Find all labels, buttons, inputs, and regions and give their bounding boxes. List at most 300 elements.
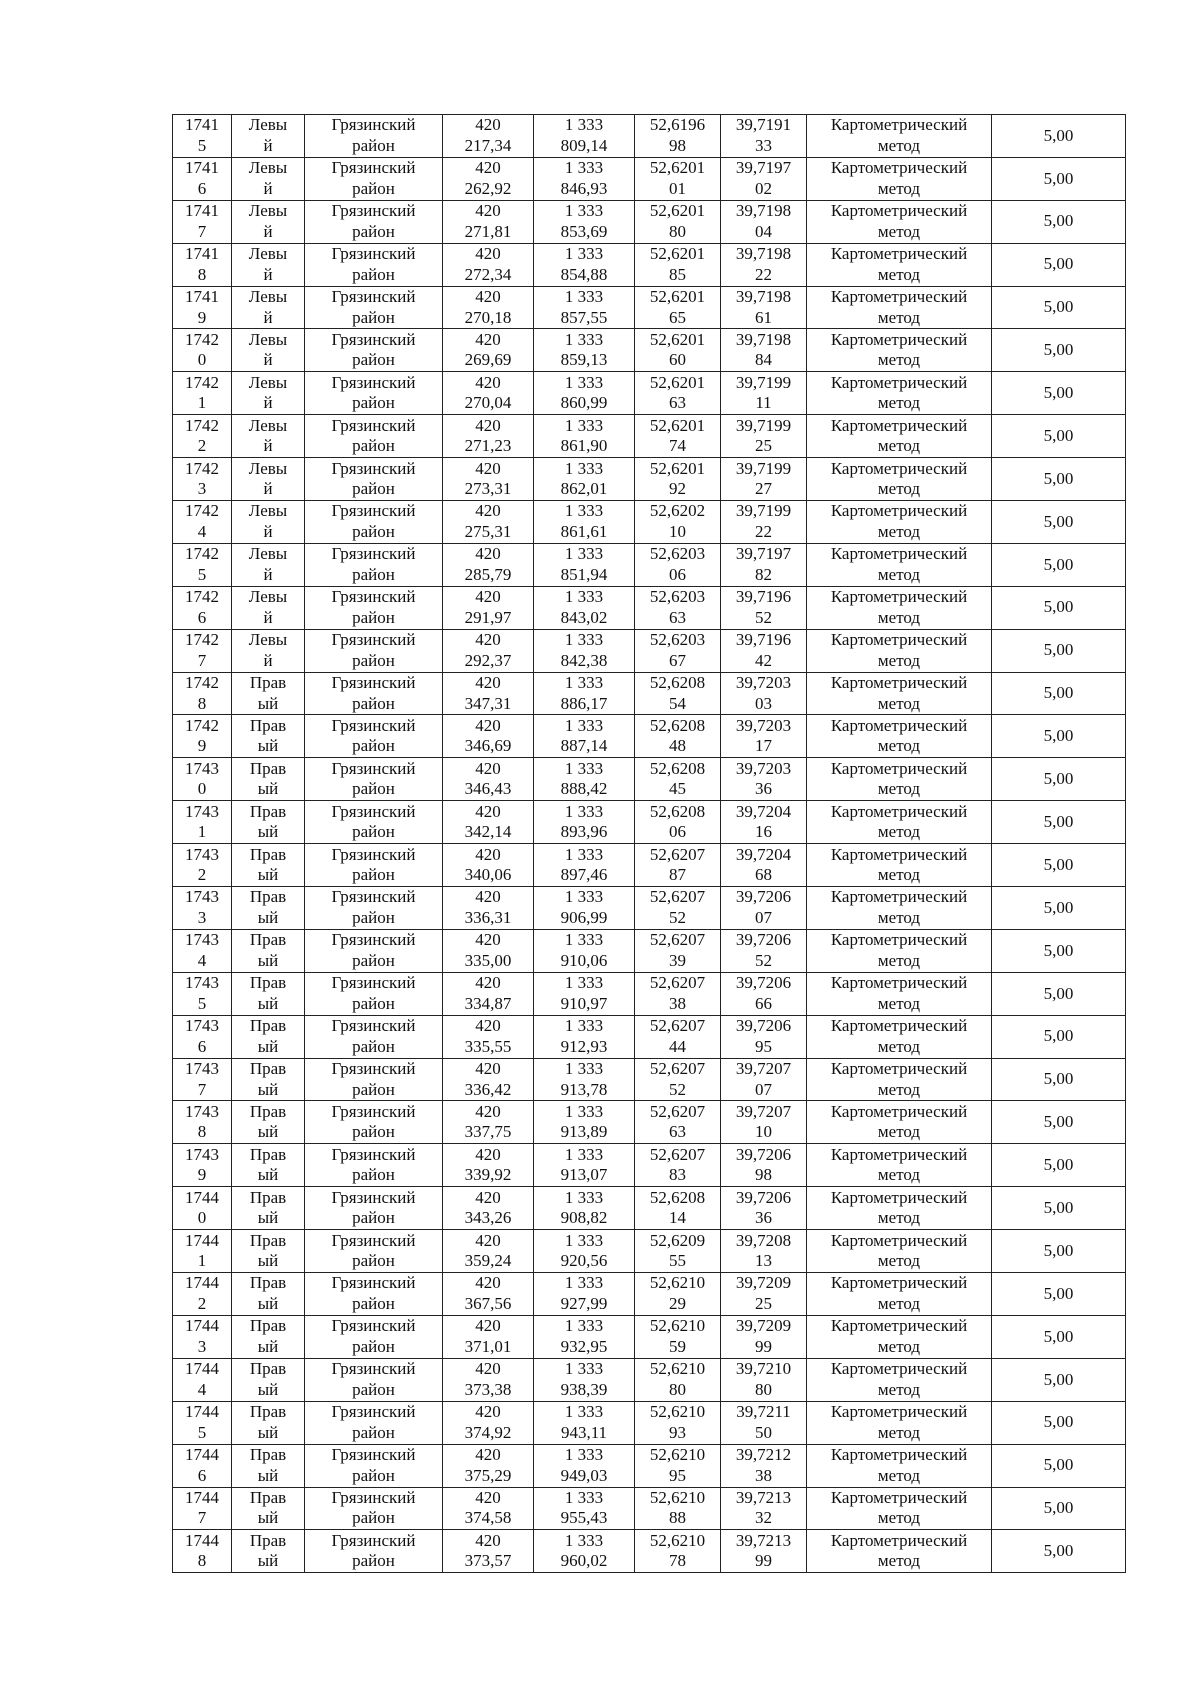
longitude-cell <box>721 372 807 415</box>
table-row <box>173 1230 1126 1273</box>
coord-x-cell <box>443 715 534 758</box>
table-row <box>173 672 1126 715</box>
coord-x-line: 420 <box>475 1144 501 1164</box>
method-line: Картометрический <box>830 1230 968 1250</box>
point-number-line: 8 <box>197 1551 207 1571</box>
method-cell <box>807 586 992 629</box>
point-number-line: 5 <box>197 1422 207 1442</box>
coord-y-cell <box>534 115 635 158</box>
method-line: метод <box>877 736 921 756</box>
table-row <box>173 543 1126 586</box>
coord-y-line: 1 333 <box>564 244 604 264</box>
coord-x-cell <box>443 115 534 158</box>
method-line: Картометрический <box>830 844 968 864</box>
longitude-line: 39,7204 <box>735 801 792 821</box>
district-line: Грязинский <box>331 201 416 221</box>
coord-x-cell <box>443 586 534 629</box>
longitude-line: 10 <box>755 1122 772 1142</box>
longitude-cell <box>721 672 807 715</box>
coord-y-line: 1 333 <box>564 673 604 693</box>
latitude-cell <box>635 1530 721 1573</box>
coord-y-line: 1 333 <box>564 1530 604 1550</box>
bank-side-cell <box>232 1273 305 1316</box>
coord-x-line: 420 <box>475 1187 501 1207</box>
point-number-cell <box>173 501 232 544</box>
coord-y-line: 861,90 <box>560 436 608 456</box>
bank-side-line: Прав <box>249 758 287 778</box>
latitude-line: 52,6208 <box>649 758 706 778</box>
method-line: Картометрический <box>830 287 968 306</box>
method-line: Картометрический <box>830 973 968 993</box>
point-number-line: 7 <box>197 650 207 670</box>
longitude-line: 39,7204 <box>735 844 792 864</box>
bank-side-cell <box>232 458 305 501</box>
coord-x-line: 334,87 <box>464 993 512 1013</box>
district-line: район <box>352 607 395 627</box>
method-line: Картометрический <box>830 329 968 349</box>
district-line: район <box>352 1379 395 1399</box>
coord-x-line: 343,26 <box>464 1208 512 1228</box>
latitude-line: 98 <box>669 135 686 155</box>
bank-side-cell <box>232 1315 305 1358</box>
longitude-cell <box>721 1487 807 1530</box>
coord-y-line: 1 333 <box>564 329 604 349</box>
point-number-cell <box>173 1015 232 1058</box>
bank-side-line: Прав <box>249 973 287 993</box>
longitude-line: 66 <box>755 993 772 1013</box>
method-line: метод <box>877 264 921 284</box>
longitude-line: 99 <box>755 1336 772 1356</box>
coord-x-line: 420 <box>475 244 501 264</box>
accuracy-cell: 5,00 <box>992 329 1126 372</box>
method-cell <box>807 1187 992 1230</box>
district-line: Грязинский <box>331 1101 416 1121</box>
point-number-line: 6 <box>197 607 207 627</box>
longitude-line: 39,7207 <box>735 1101 792 1121</box>
longitude-line: 39,7199 <box>735 458 792 478</box>
point-number-line: 1742 <box>185 630 219 650</box>
district-line: Грязинский <box>331 844 416 864</box>
table-row <box>173 1358 1126 1401</box>
accuracy-cell: 5,00 <box>992 1358 1126 1401</box>
coord-y-line: 1 333 <box>564 887 604 907</box>
latitude-line: 54 <box>669 693 686 713</box>
longitude-line: 39,7208 <box>735 1230 792 1250</box>
coord-x-line: 262,92 <box>464 178 512 198</box>
point-number-cell <box>173 1058 232 1101</box>
accuracy-cell: 5,00 <box>992 1273 1126 1316</box>
point-number-line: 1744 <box>185 1530 219 1550</box>
latitude-line: 74 <box>669 436 686 456</box>
method-line: метод <box>877 135 921 155</box>
point-number-line: 1743 <box>185 930 219 950</box>
longitude-line: 36 <box>755 1208 772 1228</box>
district-line: Грязинский <box>331 887 416 907</box>
longitude-cell <box>721 1230 807 1273</box>
point-number-line: 1743 <box>185 1144 219 1164</box>
longitude-line: 39,7203 <box>735 758 792 778</box>
table-body <box>173 115 1126 1573</box>
table-row <box>173 1187 1126 1230</box>
latitude-line: 52,6207 <box>649 887 706 907</box>
table-row <box>173 415 1126 458</box>
bank-side-cell <box>232 115 305 158</box>
latitude-line: 52,6207 <box>649 1101 706 1121</box>
longitude-line: 22 <box>755 264 772 284</box>
coord-x-line: 285,79 <box>464 564 512 584</box>
coord-y-line: 1 333 <box>564 715 604 735</box>
method-line: метод <box>877 779 921 799</box>
coord-x-line: 373,57 <box>464 1551 512 1571</box>
point-number-line: 8 <box>197 1122 207 1142</box>
bank-side-line: Левы <box>248 244 288 264</box>
district-cell <box>305 972 443 1015</box>
district-line: Грязинский <box>331 1316 416 1336</box>
latitude-line: 01 <box>669 178 686 198</box>
accuracy-cell: 5,00 <box>992 458 1126 501</box>
latitude-cell <box>635 758 721 801</box>
latitude-line: 52,6207 <box>649 1144 706 1164</box>
point-number-line: 7 <box>197 221 207 241</box>
bank-side-line: Левы <box>248 415 288 435</box>
point-number-line: 1743 <box>185 1016 219 1036</box>
coord-y-cell <box>534 1444 635 1487</box>
coord-x-line: 420 <box>475 844 501 864</box>
bank-side-cell <box>232 1358 305 1401</box>
point-number-line: 1 <box>197 393 207 413</box>
coord-y-cell <box>534 758 635 801</box>
method-line: Картометрический <box>830 1059 968 1079</box>
point-number-line: 9 <box>197 1165 207 1185</box>
latitude-line: 39 <box>669 950 686 970</box>
point-number-line: 1741 <box>185 115 219 135</box>
bank-side-line: й <box>263 436 273 456</box>
latitude-line: 52,6210 <box>649 1316 706 1336</box>
district-line: Грязинский <box>331 287 416 306</box>
bank-side-line: й <box>263 350 273 370</box>
coord-y-cell <box>534 844 635 887</box>
longitude-line: 39,7211 <box>736 1402 791 1422</box>
latitude-line: 52,6207 <box>649 973 706 993</box>
coord-x-line: 359,24 <box>464 1251 512 1271</box>
coord-y-line: 1 333 <box>564 458 604 478</box>
latitude-cell <box>635 286 721 329</box>
coord-y-line: 860,99 <box>560 393 608 413</box>
bank-side-cell <box>232 887 305 930</box>
point-number-line: 1742 <box>185 501 219 521</box>
coord-y-line: 842,38 <box>560 650 608 670</box>
longitude-line: 80 <box>755 1379 772 1399</box>
method-cell <box>807 1530 992 1573</box>
district-line: район <box>352 521 395 541</box>
point-number-cell <box>173 415 232 458</box>
table-row <box>173 1144 1126 1187</box>
table-row <box>173 286 1126 329</box>
coord-x-line: 420 <box>475 1445 501 1465</box>
latitude-cell <box>635 243 721 286</box>
bank-side-line: й <box>263 607 273 627</box>
accuracy-cell: 5,00 <box>992 1230 1126 1273</box>
latitude-cell <box>635 715 721 758</box>
district-line: Грязинский <box>331 1445 416 1465</box>
method-line: метод <box>877 1379 921 1399</box>
longitude-cell <box>721 887 807 930</box>
latitude-cell <box>635 887 721 930</box>
district-line: район <box>352 1251 395 1271</box>
district-line: район <box>352 1508 395 1528</box>
point-number-line: 9 <box>197 307 207 327</box>
accuracy-cell: 5,00 <box>992 200 1126 243</box>
latitude-cell <box>635 1401 721 1444</box>
latitude-line: 87 <box>669 865 686 885</box>
latitude-line: 52 <box>669 907 686 927</box>
accuracy-cell: 5,00 <box>992 1015 1126 1058</box>
coord-y-line: 1 333 <box>564 1273 604 1293</box>
method-line: Картометрический <box>830 630 968 650</box>
point-number-line: 1743 <box>185 1101 219 1121</box>
longitude-line: 39,7206 <box>735 930 792 950</box>
bank-side-line: Левы <box>248 372 288 392</box>
longitude-line: 39,7209 <box>735 1316 792 1336</box>
method-line: Картометрический <box>830 1016 968 1036</box>
coord-y-line: 1 333 <box>564 201 604 221</box>
coord-x-line: 420 <box>475 329 501 349</box>
accuracy-cell: 5,00 <box>992 1187 1126 1230</box>
bank-side-line: ый <box>257 1036 279 1056</box>
latitude-line: 88 <box>669 1508 686 1528</box>
coord-y-line: 857,55 <box>560 307 608 327</box>
coord-y-line: 1 333 <box>564 1359 604 1379</box>
coord-y-line: 843,02 <box>560 607 608 627</box>
point-number-line: 1742 <box>185 544 219 564</box>
bank-side-line: Левы <box>248 630 288 650</box>
longitude-cell <box>721 1315 807 1358</box>
bank-side-line: й <box>263 393 273 413</box>
latitude-line: 06 <box>669 564 686 584</box>
point-number-line: 1742 <box>185 673 219 693</box>
point-number-cell <box>173 543 232 586</box>
coord-y-line: 1 333 <box>564 630 604 650</box>
coord-y-line: 1 333 <box>564 1144 604 1164</box>
district-cell <box>305 887 443 930</box>
coord-y-line: 1 333 <box>564 287 604 306</box>
point-number-line: 1743 <box>185 844 219 864</box>
accuracy-cell: 5,00 <box>992 801 1126 844</box>
district-line: район <box>352 865 395 885</box>
bank-side-line: й <box>263 135 273 155</box>
point-number-line: 3 <box>197 907 207 927</box>
coord-y-line: 1 333 <box>564 844 604 864</box>
method-line: метод <box>877 693 921 713</box>
method-line: метод <box>877 650 921 670</box>
coord-y-line: 893,96 <box>560 822 608 842</box>
table-row <box>173 972 1126 1015</box>
point-number-cell <box>173 1487 232 1530</box>
coord-x-line: 420 <box>475 1316 501 1336</box>
district-cell <box>305 1187 443 1230</box>
method-cell <box>807 372 992 415</box>
method-line: метод <box>877 564 921 584</box>
accuracy-cell: 5,00 <box>992 929 1126 972</box>
bank-side-cell <box>232 200 305 243</box>
coord-x-cell <box>443 1530 534 1573</box>
bank-side-line: ый <box>257 1165 279 1185</box>
bank-side-line: й <box>263 221 273 241</box>
table-row <box>173 1444 1126 1487</box>
table-row <box>173 329 1126 372</box>
coord-x-cell <box>443 1358 534 1401</box>
coord-x-cell <box>443 1144 534 1187</box>
bank-side-line: Прав <box>249 673 287 693</box>
accuracy-cell: 5,00 <box>992 543 1126 586</box>
point-number-line: 1 <box>197 1251 207 1271</box>
bank-side-cell <box>232 715 305 758</box>
longitude-line: 25 <box>755 1293 772 1313</box>
longitude-line: 39,7203 <box>735 715 792 735</box>
coord-x-line: 374,58 <box>464 1508 512 1528</box>
coord-y-cell <box>534 672 635 715</box>
coord-x-cell <box>443 672 534 715</box>
coord-y-line: 1 333 <box>564 587 604 607</box>
bank-side-cell <box>232 1487 305 1530</box>
district-line: Грязинский <box>331 1402 416 1422</box>
bank-side-line: Левы <box>248 587 288 607</box>
district-cell <box>305 415 443 458</box>
point-number-line: 1744 <box>185 1316 219 1336</box>
latitude-cell <box>635 801 721 844</box>
method-line: Картометрический <box>830 1101 968 1121</box>
accuracy-cell: 5,00 <box>992 629 1126 672</box>
coord-x-line: 270,18 <box>464 307 512 327</box>
coord-y-line: 888,42 <box>560 779 608 799</box>
district-line: Грязинский <box>331 930 416 950</box>
latitude-cell <box>635 1058 721 1101</box>
accuracy-cell: 5,00 <box>992 1101 1126 1144</box>
longitude-cell <box>721 1444 807 1487</box>
method-line: Картометрический <box>830 458 968 478</box>
longitude-line: 95 <box>755 1036 772 1056</box>
district-cell <box>305 1230 443 1273</box>
method-line: метод <box>877 1122 921 1142</box>
coord-x-line: 273,31 <box>464 479 512 499</box>
district-line: Грязинский <box>331 1273 416 1293</box>
longitude-line: 17 <box>755 736 772 756</box>
bank-side-line: Прав <box>249 801 287 821</box>
coord-x-line: 420 <box>475 1273 501 1293</box>
point-number-line: 1741 <box>185 201 219 221</box>
coord-y-cell <box>534 1187 635 1230</box>
district-cell <box>305 372 443 415</box>
coord-y-cell <box>534 1101 635 1144</box>
longitude-line: 50 <box>755 1422 772 1442</box>
accuracy-cell: 5,00 <box>992 972 1126 1015</box>
coord-x-line: 336,42 <box>464 1079 512 1099</box>
bank-side-line: Левы <box>248 115 288 135</box>
method-cell <box>807 801 992 844</box>
district-cell <box>305 1315 443 1358</box>
method-line: метод <box>877 1251 921 1271</box>
point-number-line: 1741 <box>185 158 219 178</box>
district-line: Грязинский <box>331 158 416 178</box>
latitude-line: 52,6201 <box>649 415 706 435</box>
latitude-cell <box>635 1315 721 1358</box>
coord-y-line: 927,99 <box>560 1293 608 1313</box>
point-number-line: 1744 <box>185 1402 219 1422</box>
table-row <box>173 243 1126 286</box>
point-number-cell <box>173 286 232 329</box>
table-row <box>173 1401 1126 1444</box>
point-number-line: 3 <box>197 1336 207 1356</box>
latitude-line: 10 <box>669 521 686 541</box>
longitude-cell <box>721 243 807 286</box>
coord-x-line: 420 <box>475 630 501 650</box>
bank-side-cell <box>232 1401 305 1444</box>
coord-y-line: 1 333 <box>564 1402 604 1422</box>
coord-y-line: 1 333 <box>564 501 604 521</box>
method-line: метод <box>877 607 921 627</box>
longitude-line: 04 <box>755 221 772 241</box>
longitude-cell <box>721 501 807 544</box>
latitude-line: 65 <box>669 307 686 327</box>
point-number-line: 1741 <box>185 244 219 264</box>
point-number-line: 0 <box>197 350 207 370</box>
longitude-cell <box>721 1058 807 1101</box>
method-line: метод <box>877 436 921 456</box>
method-cell <box>807 672 992 715</box>
point-number-line: 1742 <box>185 415 219 435</box>
longitude-line: 25 <box>755 436 772 456</box>
latitude-cell <box>635 329 721 372</box>
district-cell <box>305 115 443 158</box>
table-row <box>173 1273 1126 1316</box>
longitude-line: 39,7199 <box>735 415 792 435</box>
coord-y-line: 908,82 <box>560 1208 608 1228</box>
latitude-line: 52,6201 <box>649 201 706 221</box>
district-line: район <box>352 178 395 198</box>
bank-side-cell <box>232 1144 305 1187</box>
coord-x-line: 336,31 <box>464 907 512 927</box>
district-line: район <box>352 693 395 713</box>
coord-x-cell <box>443 972 534 1015</box>
bank-side-cell <box>232 329 305 372</box>
coord-x-line: 420 <box>475 372 501 392</box>
latitude-line: 52,6203 <box>649 544 706 564</box>
method-cell <box>807 758 992 801</box>
coord-x-line: 271,23 <box>464 436 512 456</box>
district-line: район <box>352 564 395 584</box>
latitude-line: 52 <box>669 1079 686 1099</box>
coord-x-line: 292,37 <box>464 650 512 670</box>
latitude-cell <box>635 672 721 715</box>
coord-x-cell <box>443 243 534 286</box>
point-number-line: 8 <box>197 264 207 284</box>
coord-y-line: 1 333 <box>564 544 604 564</box>
coord-y-cell <box>534 1487 635 1530</box>
coord-x-cell <box>443 157 534 200</box>
coord-y-line: 1 333 <box>564 973 604 993</box>
accuracy-cell: 5,00 <box>992 672 1126 715</box>
bank-side-cell <box>232 758 305 801</box>
bank-side-cell <box>232 543 305 586</box>
table-row <box>173 1487 1126 1530</box>
longitude-cell <box>721 758 807 801</box>
point-number-line: 1743 <box>185 801 219 821</box>
bank-side-cell <box>232 286 305 329</box>
district-cell <box>305 157 443 200</box>
district-line: район <box>352 264 395 284</box>
longitude-line: 39,7206 <box>735 1016 792 1036</box>
method-line: Картометрический <box>830 158 968 178</box>
